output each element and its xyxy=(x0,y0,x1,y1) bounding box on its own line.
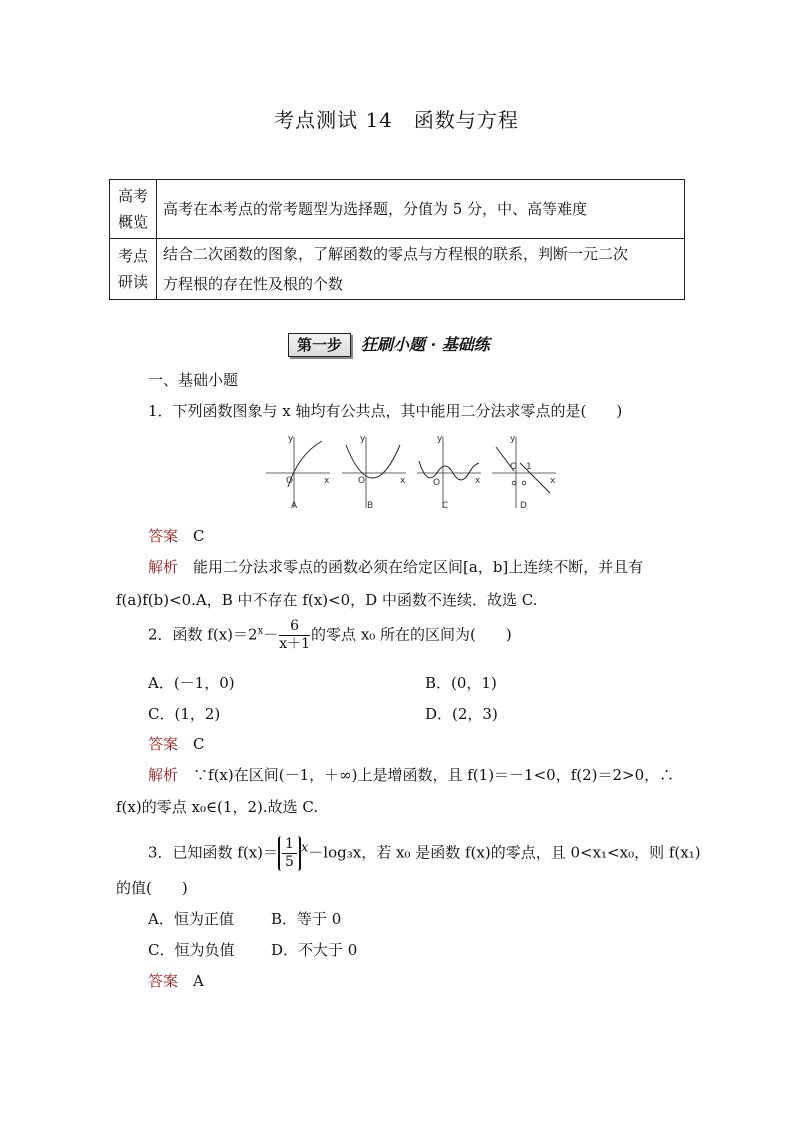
svg-text:O: O xyxy=(286,476,294,486)
fraction: $\frac{6}{x+1}$ xyxy=(279,618,311,652)
answer-label: 答案 xyxy=(148,527,179,545)
svg-text:O: O xyxy=(510,462,518,472)
answer-value: C xyxy=(193,735,205,753)
overview-text: 结合二次函数的图象，了解函数的零点与方程根的联系，判断一元二次 方程根的存在性及根的个数 xyxy=(157,239,685,300)
q3-answer xyxy=(148,970,204,991)
svg-text:O: O xyxy=(433,478,441,488)
q2-analysis-cont: f(x)的零点 x₀∈(1，2).故选 C. xyxy=(116,798,319,816)
answer-label: 答案 xyxy=(148,972,179,990)
step-header xyxy=(288,333,490,357)
graph-c xyxy=(415,433,485,513)
q1-analysis xyxy=(148,556,643,577)
q3-stem-cont: 的值( ) xyxy=(116,879,188,897)
q3-option-a: A．恒为正值 xyxy=(148,910,234,928)
analysis-label: 解析 xyxy=(148,766,179,784)
graph-d-label: D xyxy=(520,501,527,511)
overview-label: 考点 研读 xyxy=(110,239,157,300)
q3-option-b: B．等于 0 xyxy=(271,910,342,928)
analysis-label: 解析 xyxy=(148,558,179,576)
svg-text:y: y xyxy=(288,434,294,444)
q2-option-d: D．(2，3) xyxy=(425,705,498,723)
q1-stem: 1．下列函数图象与 x 轴均有公共点，其中能用二分法求零点的是( ) xyxy=(148,402,623,420)
q2-answer xyxy=(148,733,205,754)
answer-value: A xyxy=(193,972,204,990)
q3-option-d: D．不大于 0 xyxy=(271,941,358,959)
answer-label: 答案 xyxy=(148,735,179,753)
svg-text:O: O xyxy=(358,476,366,486)
fraction: $\frac{1}{5}$ xyxy=(282,836,297,871)
paren xyxy=(278,836,301,871)
svg-text:y: y xyxy=(437,434,443,444)
graph-a-label: A xyxy=(291,501,298,511)
overview-row xyxy=(110,239,685,300)
q2-stem: 2．函数 $f(x)=2^x-$ $\frac{6}{x+1}$ 的零点 x₀ 所在的区间为( ) xyxy=(148,618,512,652)
svg-text:1: 1 xyxy=(526,462,532,472)
q2-option-c: C．(1，2) xyxy=(148,705,221,723)
overview-label: 高考 概览 xyxy=(110,180,157,239)
overview-row xyxy=(110,180,685,239)
svg-text:x: x xyxy=(400,476,406,486)
q1-answer xyxy=(148,525,205,546)
analysis-text: 能用二分法求零点的函数必须在给定区间[a，b]上连续不断，并且有 xyxy=(193,558,644,576)
section-heading: 一、基础小题 xyxy=(148,371,239,389)
step-title: 狂刷小题 · 基础练 xyxy=(361,335,490,354)
graph-b xyxy=(340,433,410,513)
svg-text:y: y xyxy=(360,434,366,444)
graph-c-label: C xyxy=(442,501,449,511)
graph-d xyxy=(490,433,560,513)
svg-text:x: x xyxy=(324,476,330,486)
q3-stem: 3．已知函数 f(x)＝ $\frac{1}{5}$ $^x$－log₃x，若 x₀ 是函数 f(x)的零点，且 0<x₁<x₀，则 f(x₁) xyxy=(148,836,701,870)
svg-text:x: x xyxy=(475,476,481,486)
svg-text:x: x xyxy=(550,476,556,486)
q3-option-c: C．恒为负值 xyxy=(148,941,235,959)
svg-text:y: y xyxy=(510,434,516,444)
q1-analysis-cont: f(a)f(b)<0.A，B 中不存在 f(x)<0，D 中函数不连续．故选 C. xyxy=(116,591,538,609)
graph-a xyxy=(264,433,334,513)
q2-analysis xyxy=(148,764,674,785)
graph-b-label: B xyxy=(367,501,374,511)
step-badge: 第一步 xyxy=(288,333,351,357)
q2-option-a: A．(－1，0) xyxy=(148,674,235,692)
overview-table xyxy=(109,179,685,300)
overview-text: 高考在本考点的常考题型为选择题，分值为 5 分，中、高等难度 xyxy=(157,180,685,239)
analysis-text: ∵f(x)在区间(－1，＋∞)上是增函数，且 f(1)＝－1<0，f(2)＝2>0，∴ xyxy=(193,766,675,784)
q2-option-b: B．(0，1) xyxy=(425,674,497,692)
answer-value: C xyxy=(193,527,205,545)
page-title: 考点测试 14 函数与方程 xyxy=(274,108,519,132)
